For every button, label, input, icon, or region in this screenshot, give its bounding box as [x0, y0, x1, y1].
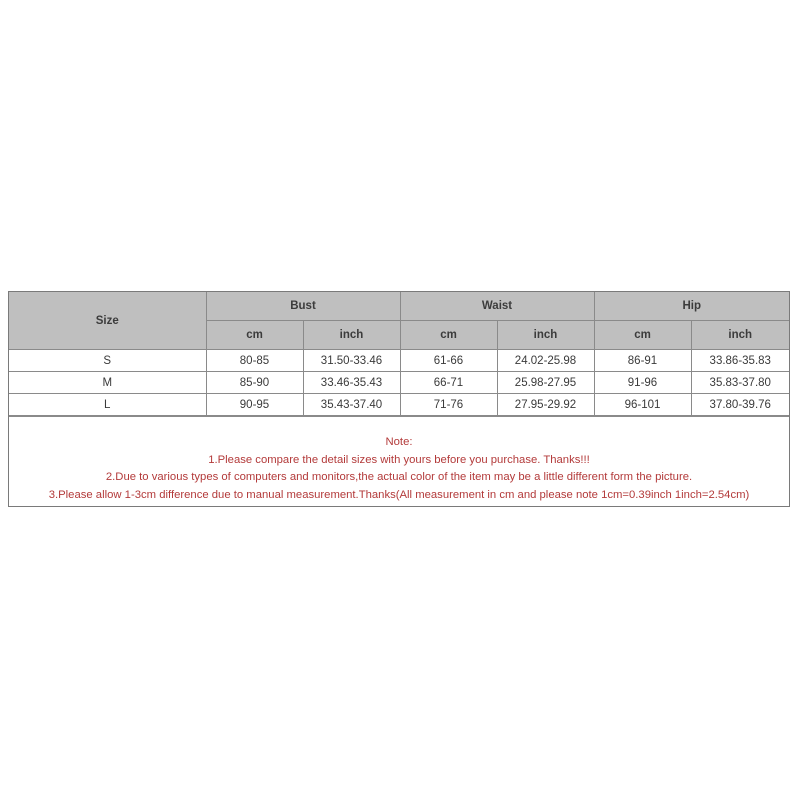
size-header: Size: [9, 292, 206, 350]
unit-header: inch: [691, 321, 789, 350]
header-row-groups: [9, 292, 789, 321]
table-cell: 80-85: [206, 350, 303, 372]
table-cell: 37.80-39.76: [691, 394, 789, 416]
table-row: [9, 372, 789, 394]
table-cell: 96-101: [594, 394, 691, 416]
bust-header: Bust: [206, 292, 400, 321]
notes-section: [9, 416, 789, 506]
table-cell: 35.43-37.40: [303, 394, 400, 416]
unit-header: inch: [303, 321, 400, 350]
table-cell: 66-71: [400, 372, 497, 394]
size-chart: [8, 291, 790, 507]
table-cell: 91-96: [594, 372, 691, 394]
table-cell: 27.95-29.92: [497, 394, 594, 416]
table-row: [9, 394, 789, 416]
waist-header: Waist: [400, 292, 594, 321]
table-cell: 33.46-35.43: [303, 372, 400, 394]
table-cell: 24.02-25.98: [497, 350, 594, 372]
table-cell: 61-66: [400, 350, 497, 372]
size-cell: S: [9, 350, 206, 372]
size-cell: M: [9, 372, 206, 394]
size-cell: L: [9, 394, 206, 416]
table-cell: 90-95: [206, 394, 303, 416]
note-title: Note:: [385, 436, 413, 448]
note-line: 3.Please allow 1-3cm difference due to manual measurement.Thanks(All measurement in cm and please note 1cm=0.39inch 1inch=2.54cm): [48, 488, 750, 501]
size-table: [9, 292, 789, 416]
note-line: 2.Due to various types of computers and monitors,the actual color of the item may be a little different form the picture.: [105, 471, 693, 483]
table-cell: 25.98-27.95: [497, 372, 594, 394]
table-cell: 31.50-33.46: [303, 350, 400, 372]
table-cell: 85-90: [206, 372, 303, 394]
unit-header: cm: [206, 321, 303, 350]
table-cell: 71-76: [400, 394, 497, 416]
table-cell: 86-91: [594, 350, 691, 372]
table-cell: 35.83-37.80: [691, 372, 789, 394]
table-row: [9, 350, 789, 372]
unit-header: cm: [594, 321, 691, 350]
hip-header: Hip: [594, 292, 789, 321]
note-line: 1.Please compare the detail sizes with yours before you purchase. Thanks!!!: [208, 453, 590, 466]
unit-header: cm: [400, 321, 497, 350]
unit-header: inch: [497, 321, 594, 350]
table-cell: 33.86-35.83: [691, 350, 789, 372]
